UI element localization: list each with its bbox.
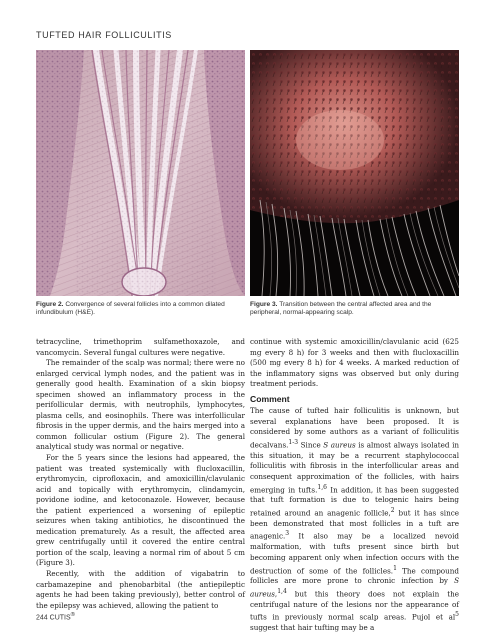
citation: 2 bbox=[390, 506, 395, 514]
text-run: is almost always isolated in this situation, it may be a recurrent staphylococcal folliculitis with fibrosis in the interfollicular areas and consequent approximation of the follicles, with hairs emerging in tufts. bbox=[250, 440, 459, 494]
figure-3-caption bbox=[250, 301, 459, 318]
page-footer bbox=[36, 612, 75, 621]
paragraph: continue with systemic amoxicillin/clavulanic acid (625 mg every 8 h) for 3 weeks and then with flucloxacillin (500 mg every 8 h) for 4 weeks. A marked reduction of the inflammatory signs was observed but only during treatment periods. bbox=[250, 337, 459, 389]
text-run: The compound follicles are more prone to chronic infection by bbox=[250, 565, 459, 586]
text-run: In addition, it has been suggested that tuft formation is due to telogenic hairs being retained around an anagenic follicle, bbox=[250, 484, 459, 518]
citation: 5 bbox=[455, 611, 459, 619]
scalp-photo-image bbox=[250, 50, 459, 296]
running-head: TUFTED HAIR FOLLICULITIS bbox=[36, 30, 172, 40]
paragraph: Recently, with the addition of vigabatrin to carbamazepine and phenobarbital (the antiepileptic agents he had been taking previously), better control of the epilepsy was achieved, allowing the patient to bbox=[36, 569, 245, 610]
text-run: , bbox=[274, 589, 278, 599]
organism-name: S aureus bbox=[323, 440, 356, 450]
organism-name: S aureus bbox=[250, 576, 459, 599]
figure-3-caption-text: Transition between the central affected area and the peripheral, normal-appearing scalp. bbox=[250, 301, 432, 317]
citation: 3 bbox=[285, 530, 290, 538]
right-text-column bbox=[250, 337, 459, 634]
section-heading: Comment bbox=[250, 393, 290, 404]
text-run: The cause of tufted hair folliculitis is unknown, but several explanations have been proposed. It is considered by some authors as a variant of folliculitis decalvans. bbox=[250, 406, 459, 450]
figure-2-label: Figure 2. bbox=[36, 301, 64, 308]
figure-3-scalp-photo bbox=[250, 50, 459, 296]
text-run: but this theory does not explain the centrifugal nature of the lesions nor the appearance of tufts in previously normal scalp areas. Pujol et al bbox=[250, 589, 459, 622]
figure-3-label: Figure 3. bbox=[250, 301, 278, 308]
paragraph: tetracycline, trimethoprim sulfamethoxazole, and vancomycin. Several fungal cultures were negative. bbox=[36, 337, 245, 357]
citation: 1 bbox=[393, 564, 397, 572]
citation: 1-3 bbox=[288, 438, 299, 446]
left-text-column bbox=[36, 337, 245, 611]
comment-paragraph bbox=[250, 406, 459, 634]
page-number: 244 bbox=[36, 614, 48, 622]
journal-name: CUTIS bbox=[49, 614, 71, 622]
text-run: It also may be a localized nevoid malformation, with tufts present since birth but becoming apparent only when infection occurs with the destruction of some of the follicles. bbox=[250, 531, 459, 575]
figure-2-caption-text: Convergence of several follicles into a common dilated infundibulum (H&E). bbox=[36, 301, 225, 317]
figure-2-micrograph bbox=[36, 50, 245, 296]
citation: 1,4 bbox=[277, 587, 287, 595]
registered-mark: ® bbox=[70, 612, 75, 618]
text-run: but it has since been demonstrated that most follicles in a tuft are anagenic. bbox=[250, 508, 459, 541]
text-run: suggest that hair tufting may be a bbox=[250, 623, 375, 633]
figure-2-caption bbox=[36, 301, 245, 318]
citation: 1,6 bbox=[317, 483, 327, 491]
histology-image bbox=[36, 50, 245, 296]
paragraph: For the 5 years since the lesions had appeared, the patient was treated systemically with flucloxacillin, erythromycin, ciprofloxacin, and amoxicillin/clavulanic acid and topically with erythromycin, clindamycin, povidone iodine, and ketoconazole. However, because the patient experienced a worsening of epileptic seizures when taking antibiotics, he discontinued the medication prematurely. As a result, the affected area grew centrifugally until it covered the entire central portion of the scalp, leaving a normal rim of about 5 cm (Figure 3). bbox=[36, 453, 245, 568]
text-run: Since bbox=[298, 440, 324, 450]
paragraph: The remainder of the scalp was normal; there were no enlarged cervical lymph nodes, and the patient was in generally good health. Examination of a skin biopsy specimen showed an inflammatory process in the perifollicular dermis, with neutrophils, lymphocytes, plasma cells, and eosinophils. There was interfollicular fibrosis in the upper dermis, and the hairs merged into a common follicular ostium (Figure 2). The general analytical study was normal or negative. bbox=[36, 358, 245, 452]
